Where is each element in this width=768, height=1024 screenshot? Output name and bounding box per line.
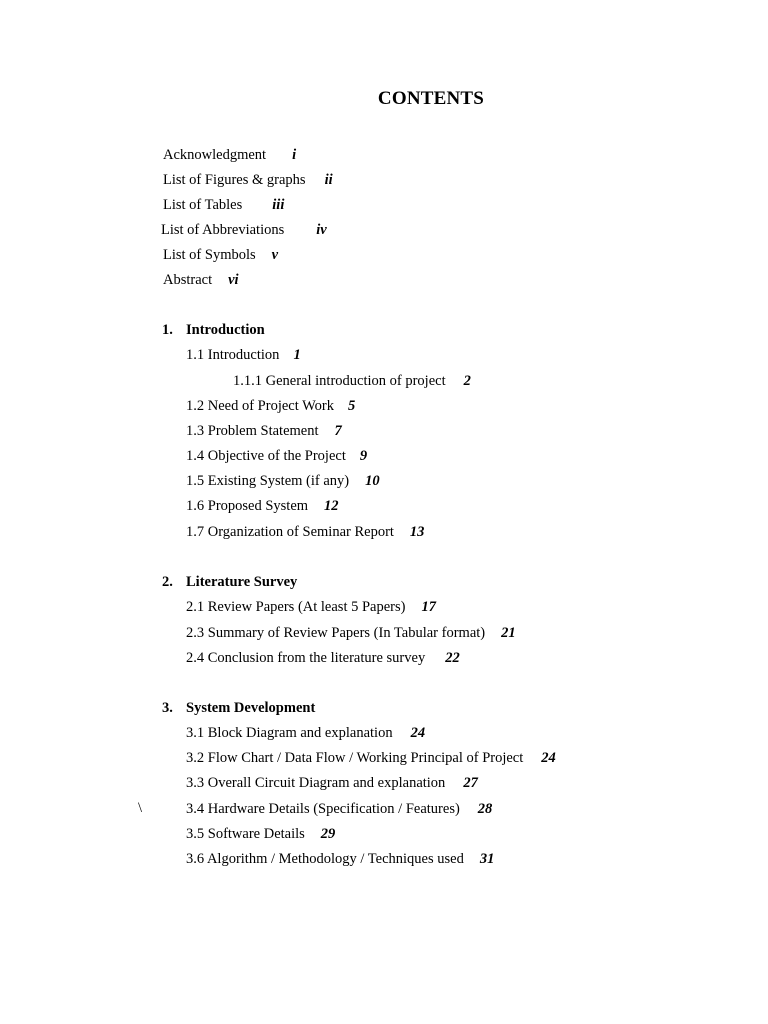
entry-label: 3.5 Software Details <box>186 826 305 842</box>
entry-label: 3.6 Algorithm / Methodology / Techniques used <box>186 851 464 867</box>
toc-section <box>186 624 516 642</box>
entry-label: 1.7 Organization of Seminar Report <box>186 524 394 540</box>
entry-label: 1.1 Introduction <box>186 347 280 363</box>
front-matter-item <box>163 171 333 189</box>
page-number: 27 <box>463 775 478 791</box>
chapter-heading <box>162 699 315 717</box>
toc-section <box>186 800 492 818</box>
entry-label: 3.1 Block Diagram and explanation <box>186 725 393 741</box>
chapter-title: System Development <box>186 700 316 716</box>
toc-subsection <box>233 372 471 390</box>
page-number: 13 <box>409 524 425 540</box>
chapter-title: Introduction <box>186 322 265 338</box>
page-title: CONTENTS <box>377 88 485 109</box>
entry-label: 1.1.1 General introduction of project <box>233 373 446 389</box>
entry-label: 1.6 Proposed System <box>186 498 309 514</box>
front-matter-item <box>163 271 239 289</box>
page-number: i <box>292 147 297 163</box>
toc-section <box>186 472 380 490</box>
entry-label: 3.3 Overall Circuit Diagram and explanation <box>186 775 446 791</box>
toc-section <box>186 749 556 767</box>
toc-section <box>186 598 436 616</box>
page-number: 29 <box>320 826 336 842</box>
page-number: iii <box>272 197 285 213</box>
chapter-heading <box>162 573 297 591</box>
chapter-number: 3. <box>162 700 173 716</box>
page-number: 9 <box>359 448 368 464</box>
toc-section <box>186 774 478 792</box>
entry-label: 1.5 Existing System (if any) <box>186 473 350 489</box>
page-number: 22 <box>445 650 460 666</box>
entry-label: 1.4 Objective of the Project <box>186 448 346 464</box>
entry-label: List of Figures & graphs <box>163 172 306 188</box>
page-number: 7 <box>334 423 342 439</box>
entry-label: 3.4 Hardware Details (Specification / Features) <box>186 801 460 817</box>
entry-label: 2.4 Conclusion from the literature survey <box>186 650 426 666</box>
page-number: 2 <box>463 373 471 389</box>
page-number: 24 <box>410 725 426 741</box>
front-matter-item <box>163 196 284 214</box>
front-matter-item <box>163 246 278 264</box>
page-number: ii <box>324 172 333 188</box>
front-matter-item <box>161 221 327 239</box>
toc-section <box>186 447 367 465</box>
toc-section <box>186 850 494 868</box>
chapter-number: 1. <box>162 322 173 338</box>
front-matter-item <box>163 146 296 164</box>
entry-label: List of Tables <box>163 197 243 213</box>
toc-section <box>186 649 460 667</box>
page-number: 31 <box>479 851 495 867</box>
entry-label: 1.3 Problem Statement <box>186 423 319 439</box>
entry-label: List of Symbols <box>163 247 256 263</box>
page-number: 5 <box>347 398 356 414</box>
entry-label: 3.2 Flow Chart / Data Flow / Working Principal of Project <box>186 750 524 766</box>
toc-section <box>186 724 425 742</box>
page-number: 28 <box>477 801 493 817</box>
entry-label: 2.3 Summary of Review Papers (In Tabular format) <box>186 625 486 641</box>
entry-label: List of Abbreviations <box>161 222 285 238</box>
page-number: 17 <box>421 599 436 615</box>
entry-label: Abstract <box>163 272 213 288</box>
stray-mark: \ <box>138 800 143 816</box>
toc-section <box>186 825 335 843</box>
chapter-number: 2. <box>162 574 173 590</box>
page-number: iv <box>316 222 327 238</box>
page-number: v <box>271 247 279 263</box>
page-number: 1 <box>293 347 301 363</box>
page-number: 21 <box>501 625 516 641</box>
toc-section <box>186 397 355 415</box>
toc-section <box>186 422 342 440</box>
toc-section <box>186 523 424 541</box>
entry-label: 1.2 Need of Project Work <box>186 398 334 414</box>
page-number: 24 <box>541 750 556 766</box>
page-number: vi <box>228 272 239 288</box>
page-number: 12 <box>324 498 339 514</box>
chapter-heading <box>162 321 265 339</box>
entry-label: 2.1 Review Papers (At least 5 Papers) <box>186 599 406 615</box>
toc-section <box>186 497 339 515</box>
page-number: 10 <box>365 473 380 489</box>
chapter-title: Literature Survey <box>186 574 298 590</box>
entry-label: Acknowledgment <box>163 147 267 163</box>
toc-section <box>186 346 301 364</box>
